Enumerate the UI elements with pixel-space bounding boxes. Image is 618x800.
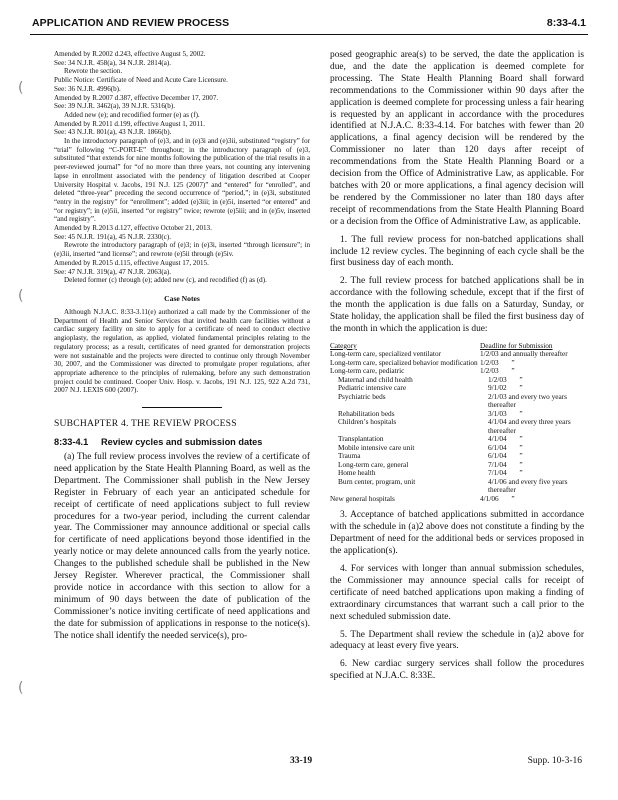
schedule-deadline: 1/2/03 ” <box>480 357 515 367</box>
schedule-deadline: 9/1/02 ” <box>488 383 523 393</box>
table-row <box>330 478 584 495</box>
table-row <box>330 495 584 504</box>
history-notes <box>54 50 310 285</box>
margin-bracket-mark: ( <box>18 80 24 96</box>
column-header-category: Category <box>330 340 357 350</box>
schedule-category: Maternal and child health <box>338 374 413 384</box>
history-line: Public Notice: Certificate of Need and Acute Care Licensure. <box>54 76 228 85</box>
table-row <box>330 393 584 410</box>
schedule-deadline: 7/1/04 ” <box>488 459 523 469</box>
paragraph: 6. New cardiac surgery services shall follow the procedures specified at N.J.A.C. 8:33E. <box>330 659 584 682</box>
header-section-number: 8:33-4.1 <box>546 17 586 29</box>
case-notes-text: Although N.J.A.C. 8:33-3.11(e) authorized a call made by the Commissioner of the Department of Health and Senior Services that invited health care facilities without a cardiac surgery facility on site to apply for a certificate of need to conduct elective angioplasty, the regulation, as applied, violated fundamental principles relating to the regulatory process; as a result, certificates of need granted for demonstration projects were not sustainable and the projects were directed to continue only through November 30, 2007, and the Commissioner was directed to promulgate proper regulations, after appropriate adherence to the principles of rulemaking, before any such demonstration project could be continued. Cooper Univ. Hosp. v. Jacobs, 191 N.J. 125, 922 A.2d 731, 2007 N.J. LEXIS 600 (2007). <box>54 307 310 395</box>
schedule-category: Trauma <box>338 451 361 461</box>
history-line: Amended by R.2007 d.387, effective December 17, 2007. <box>54 93 219 102</box>
schedule-deadline: 7/1/04 ” <box>488 468 523 478</box>
schedule-category: Long-term care, pediatric <box>330 366 405 376</box>
schedule-deadline: 6/1/04 ” <box>488 451 523 461</box>
schedule-deadline: 4/1/04 ” <box>488 434 523 444</box>
paragraph: 2. The full review process for batched applications shall be in accordance with the following schedule, except that if the first of the month the application is due falls on a Saturday, Sunday, or State holiday, the application shall be filed the first business day of the month in which the application is due: <box>330 276 584 334</box>
schedule-deadline: 2/1/03 and every two years thereafter <box>488 391 569 410</box>
right-column <box>330 50 584 750</box>
paragraph: 1. The full review process for non-batched applications shall include 12 review cycles. The beginning of each cycle shall be the first business day of each month. <box>330 234 584 269</box>
history-line: Amended by R.2011 d.199, effective August 1, 2011. <box>54 119 206 128</box>
header-title: APPLICATION AND REVIEW PROCESS <box>32 17 230 29</box>
schedule-deadline: 4/1/06 and every five years thereafter <box>488 476 570 495</box>
schedule-category: Home health <box>338 468 376 478</box>
schedule-category: Long-term care, general <box>338 459 409 469</box>
right-body-text-bottom <box>330 510 584 683</box>
schedule-category: Children’s hospitals <box>338 417 397 427</box>
column-header-deadline: Deadline for Submission <box>480 340 553 350</box>
left-column <box>54 50 310 750</box>
paragraph: posed geographic area(s) to be served, the date the application is due, and the date the application is deemed complete for processing. The State Health Planning Board shall forward recommendations to the Commissioner within 90 days after the application is deemed complete for processing unless a fair hearing is requested by an applicant in accordance with the procedures identified at N.J.A.C. 8:33-4.14. For batches with fewer than 20 applications, a final agency decision will be rendered by the Commissioner no later than 120 days after receipt of recommendations from the State Health Planning Board or a decision from the Office of Administrative Law, as applicable. For batches with 20 or more applications, a final agency decision will be rendered by the Commissioner no later than 180 days after receipt of recommendations from the State Health Planning Board or a decision from the Office of Administrative Law, as applicable. <box>330 50 584 227</box>
schedule-deadline: 1/2/03 ” <box>480 366 515 376</box>
schedule-category: Long-term care, specialized behavior modification <box>330 357 478 367</box>
schedule-category: Transplantation <box>338 434 384 444</box>
history-line: Amended by R.2013 d.127, effective October 21, 2013. <box>54 224 212 233</box>
table-row <box>330 444 584 453</box>
schedule-deadline: 4/1/06 ” <box>480 493 515 503</box>
schedule-deadline: 3/1/03 ” <box>488 408 523 418</box>
schedule-category: Burn center, program, unit <box>338 476 416 486</box>
schedule-deadline: 4/1/04 and every three years thereafter <box>488 417 573 435</box>
schedule-deadline: 1/2/03 and annually thereafter <box>480 349 568 359</box>
paragraph: 4. For services with longer than annual submission schedules, the Commissioner may announce special calls for receipt of certificate of need batched applications upon making a finding of extraordinary circumstances that warrant such a call prior to the next scheduled submission date. <box>330 563 584 622</box>
history-line: See: 36 N.J.R. 4996(b). <box>54 84 121 93</box>
schedule-category: Long-term care, specialized ventilator <box>330 349 442 359</box>
page-number: 33-19 <box>290 756 313 766</box>
section-divider <box>142 407 222 408</box>
running-header <box>30 12 588 35</box>
supplement-date: Supp. 10-3-16 <box>527 756 582 766</box>
submission-schedule-table <box>330 342 584 504</box>
schedule-deadline: 6/1/04 ” <box>488 442 523 452</box>
history-line: Deleted former (c) through (e); added new (c), and recodified (f) as (d). <box>64 276 267 285</box>
history-line: See: 45 N.J.R. 191(a), 45 N.J.R. 2330(c). <box>54 232 172 241</box>
history-line: In the introductory paragraph of (e)3, and in (e)3i and (e)3ii, substituted “registry” for “trial” following “C-PORT-E” throughout; in the introductory paragraph of (e)3, substituted “that extends for nine months following the publication of the trial results in a peer-reviewed journal” for “of no more than three years, not counting any intervening lapse in enrollment associated with the pendency of litigation described at Cooper University Hospital v. Jacobs, 191 N.J. 125 (2007)” and “entered” for “enrolled”, and deleted “three-year” preceding the second occurrence of “period,”; in (e)3i, substituted “entry in the registry” for “enrollment”; added (e)3iii; in (e)5i, inserted “or entered” and “or registry”; in (e)5ii, inserted “or registry” twice; rewrote (e)5iii; and in (e)5v, inserted “and registry”. <box>54 137 310 224</box>
history-line: Amended by R.2015 d.115, effective August 17, 2015. <box>54 258 209 267</box>
right-body-text <box>330 50 584 336</box>
section-heading: 8:33-4.1 Review cycles and submission dates <box>54 437 263 448</box>
case-notes-heading: Case Notes <box>164 293 200 303</box>
paragraph: 3. Acceptance of batched applications submitted in accordance with the schedule in (a)2 above does not constitute a finding by the Department of need for the additional beds or services proposed in the application(s). <box>330 510 584 557</box>
history-line: Rewrote the section. <box>64 67 123 76</box>
schedule-category: Psychiatric beds <box>338 391 386 401</box>
left-body-text <box>54 452 310 643</box>
table-body <box>330 350 584 503</box>
schedule-category: Mobile intensive care unit <box>338 442 415 452</box>
paragraph: (a) The full review process involves the review of a certificate of need application by the State Health Planning Board, as well as the Department. The Commissioner shall publish in the New Jersey Register in February of each year an anticipated schedule for receipt of certificate of need applications subject to full review procedures for a two-year period, including the current calendar year. The Commissioner may announce additional or special calls for certificate of need applications beyond those identified in the yearly notice or may delete announced calls from the yearly notice. Changes to the published schedule shall be published in the New Jersey Register. Wherever practical, the Commissioner shall provide notice in accordance with this section to allow for a minimum of 90 days between the date of publication of the Commissioner’s notice inviting certificate of need applications and the date for submission of applications in response to the notice(s). The notice shall identify the needed service(s), pro- <box>54 452 310 641</box>
schedule-category: New general hospitals <box>330 493 395 503</box>
schedule-category: Pediatric intensive care <box>338 383 407 393</box>
schedule-deadline: 1/2/03 ” <box>488 374 523 384</box>
history-line: Amended by R.2002 d.243, effective August 5, 2002. <box>54 50 206 58</box>
paragraph: 5. The Department shall review the schedule in (a)2 above for adequacy at least every five years. <box>330 629 584 652</box>
history-line: Rewrote the introductory paragraph of (e)3; in (e)3i, inserted “through licensure”; in (e)3ii, inserted “and license”; and rewrote (e)5ii through (e)5iv. <box>54 241 310 259</box>
history-line: See: 39 N.J.R. 3462(a), 39 N.J.R. 5316(b). <box>54 102 175 111</box>
history-line: See: 34 N.J.R. 458(a), 34 N.J.R. 2814(a). <box>54 58 172 67</box>
schedule-category: Rehabilitation beds <box>338 408 395 418</box>
margin-bracket-mark: ( <box>18 680 24 696</box>
history-line: See: 43 N.J.R. 801(a), 43 N.J.R. 1866(b). <box>54 128 172 137</box>
subchapter-heading: SUBCHAPTER 4. THE REVIEW PROCESS <box>54 418 237 430</box>
table-row <box>330 418 584 435</box>
margin-bracket-mark: ( <box>18 288 24 304</box>
history-line: Added new (e); and recodified former (e) as (f). <box>64 110 200 119</box>
history-line: See: 47 N.J.R. 319(a), 47 N.J.R. 2063(a). <box>54 267 172 276</box>
